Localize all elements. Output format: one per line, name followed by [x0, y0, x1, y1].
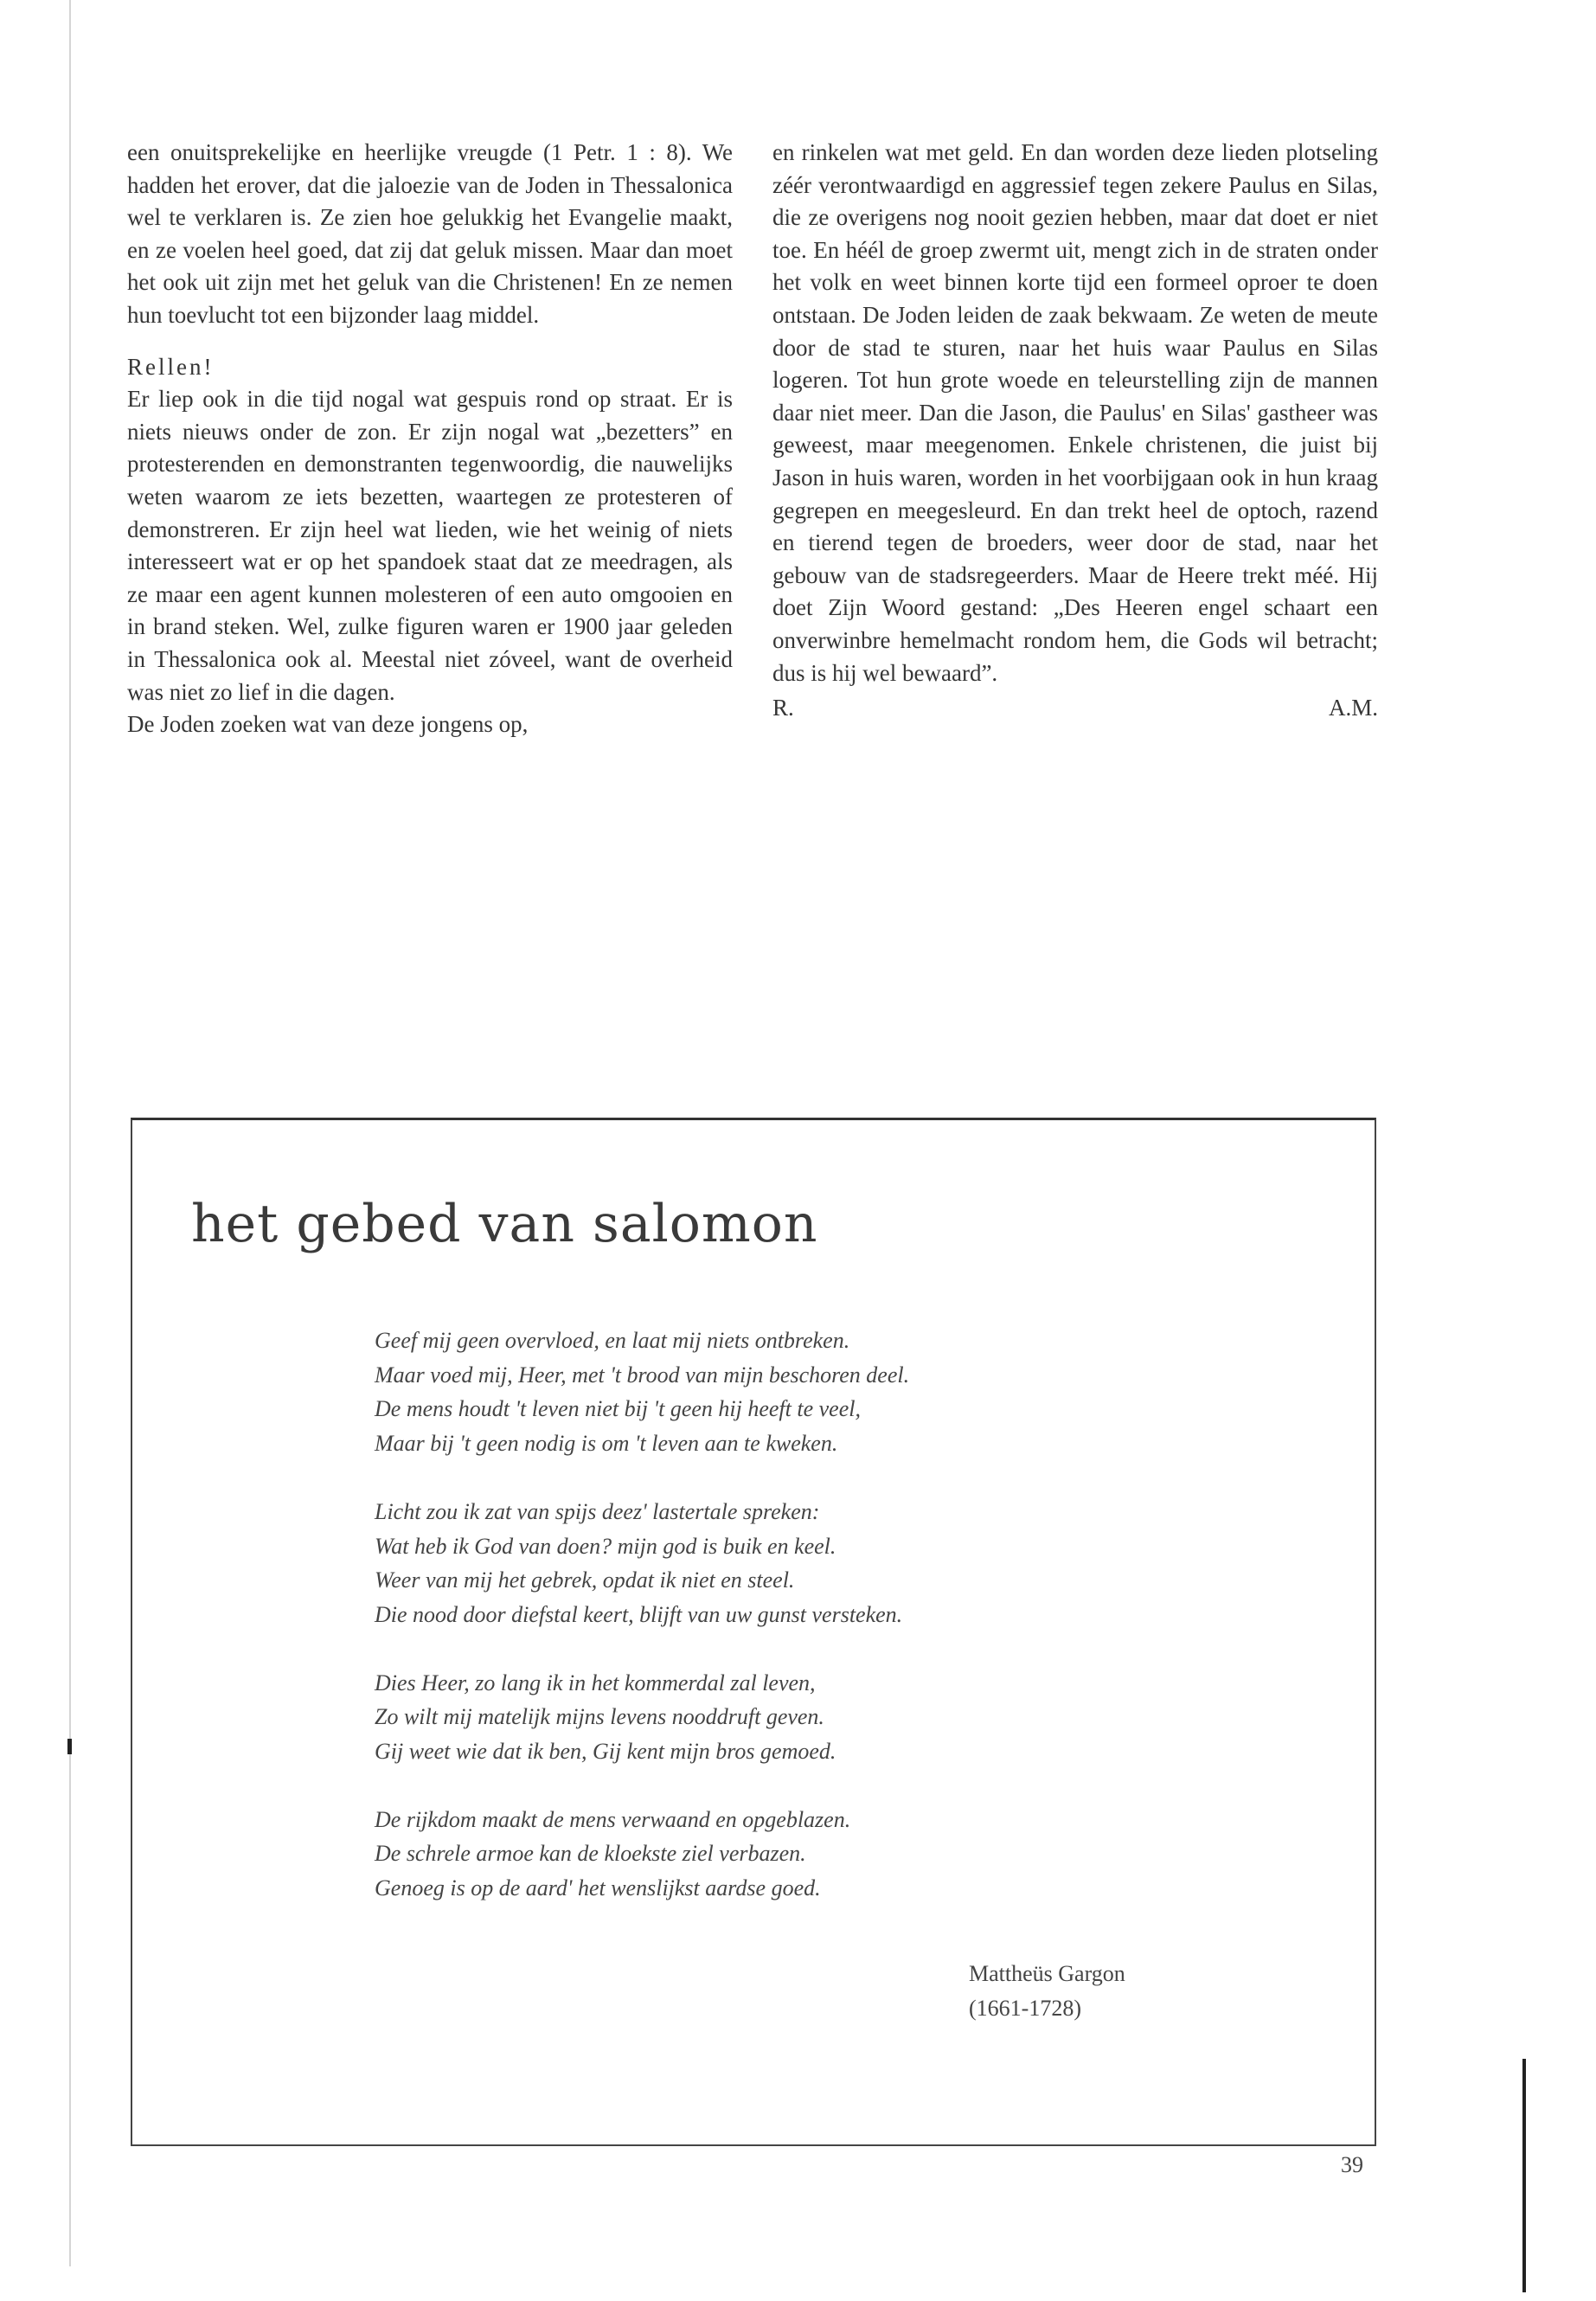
poem-line: Maar bij 't geen nodig is om 't leven aan te kweken.: [375, 1431, 838, 1457]
poem-line: Weer van mij het gebrek, opdat ik niet en steel.: [375, 1567, 795, 1593]
signature-left: R.: [772, 695, 794, 721]
stanza: [375, 1666, 1283, 1769]
author-name: Mattheüs Gargon: [969, 1961, 1125, 1986]
author-years: (1661-1728): [969, 1996, 1081, 2021]
poem-line: Geef mij geen overvloed, en laat mij niets ontbreken.: [375, 1328, 850, 1353]
page-number: 39: [1341, 2152, 1363, 2177]
paragraph: en rinkelen wat met geld. En dan worden deze lieden plotseling zéér verontwaardigd en aggressief tegen zekere Paulus en Silas, die ze overigens nog nooit gezien hebben, maar dat doet er niet toe. En héél de groep zwermt uit, mengt zich in de straten onder het volk en weet binnen korte tijd een formeel oproer te doen ontstaan. De Joden leiden de zaak bekwaam. Ze weten de meute door de stad te sturen, naar het huis waar Paulus en Silas logeren. Tot hun grote woede en teleurstelling zijn de mannen daar niet meer. Dan die Jason, die Paulus' en Silas' gastheer was geweest, maar meegenomen. Enkele christenen, die juist bij Jason in huis waren, worden in het voorbijgaan ook in hun kraag gegrepen en meegesleurd. En dan trekt heel de optoch, razend en tierend tegen de broeders, weer door de stad, naar het gebouw van de stadsregeerders. Maar de Heere trekt méé. Hij doet Zijn Woord gestand: „Des Heeren engel schaart een onverwinbre hemelmacht rondom hem, die Gods wil betracht; dus is hij wel bewaard”.: [772, 139, 1378, 686]
poem-line: Die nood door diefstal keert, blijft van uw gunst versteken.: [375, 1601, 903, 1627]
right-column: [772, 137, 1378, 725]
signature-row: [772, 692, 1378, 725]
poem-line: Wat heb ik God van doen? mijn god is buik en keel.: [375, 1533, 836, 1559]
poem-line: De schrele armoe kan de kloekste ziel verbazen.: [375, 1841, 806, 1867]
poem-line: Genoeg is op de aard' het wenslijkst aardse goed.: [375, 1875, 821, 1901]
stanza: [375, 1803, 1283, 1906]
signature-right: A.M.: [1328, 695, 1378, 721]
poem-line: Zo wilt mij matelijk mijns levens nooddruft geven.: [375, 1704, 824, 1730]
section-heading: Rellen!: [127, 353, 215, 380]
scan-mark: [67, 1739, 72, 1754]
poem-line: Licht zou ik zat van spijs deez' lastertale spreken:: [375, 1498, 820, 1524]
paragraph: een onuitsprekelijke en heerlijke vreugde (1 Petr. 1 : 8). We hadden het erover, dat die jaloezie van de Joden in Thessalonica wel te verklaren is. Ze zien hoe gelukkig het Evangelie maakt, en ze voelen heel goed, dat zij dat geluk missen. Maar dan moet het ook uit zijn met het geluk van die Christenen! En ze nemen hun toevlucht tot een bijzonder laag middel.: [127, 139, 733, 328]
poem: [375, 1324, 1283, 1939]
left-column: [127, 137, 733, 741]
scan-edge-line: [69, 0, 71, 2266]
stanza: [375, 1324, 1283, 1461]
poem-line: De mens houdt 't leven niet bij 't geen hij heeft te veel,: [375, 1396, 861, 1422]
paragraph: Er liep ook in die tijd nogal wat gespuis rond op straat. Er is niets nieuws onder de zon. Er zijn nogal wat „bezetters” en protesterenden en demonstranten tegenwoordig, die nauwelijks weten waarom ze iets bezetten, waartegen ze protesteren of demonstreren. Er zijn heel wat lieden, wie het weinig of niets interesseert wat er op het spandoek staat dat ze meedragen, als ze maar een agent kunnen molesteren of een auto omgooien en in brand steken. Wel, zulke figuren waren er 1900 jaar geleden in Thessalonica ook al. Meestal niet zóveel, want de overheid was niet zo lief in die dagen.: [127, 386, 733, 705]
paragraph: De Joden zoeken wat van deze jongens op,: [127, 711, 529, 738]
scan-mark: [1522, 2059, 1526, 2292]
poem-author: [969, 1957, 1125, 2026]
poem-line: De rijkdom maakt de mens verwaand en opgeblazen.: [375, 1806, 851, 1832]
poem-line: Gij weet wie dat ik ben, Gij kent mijn bros gemoed.: [375, 1739, 836, 1765]
poem-line: Dies Heer, zo lang ik in het kommerdal zal leven,: [375, 1670, 816, 1695]
stanza: [375, 1495, 1283, 1632]
poem-line: Maar voed mij, Heer, met 't brood van mijn beschoren deel.: [375, 1362, 910, 1388]
poem-title: het gebed van salomon: [191, 1194, 818, 1254]
